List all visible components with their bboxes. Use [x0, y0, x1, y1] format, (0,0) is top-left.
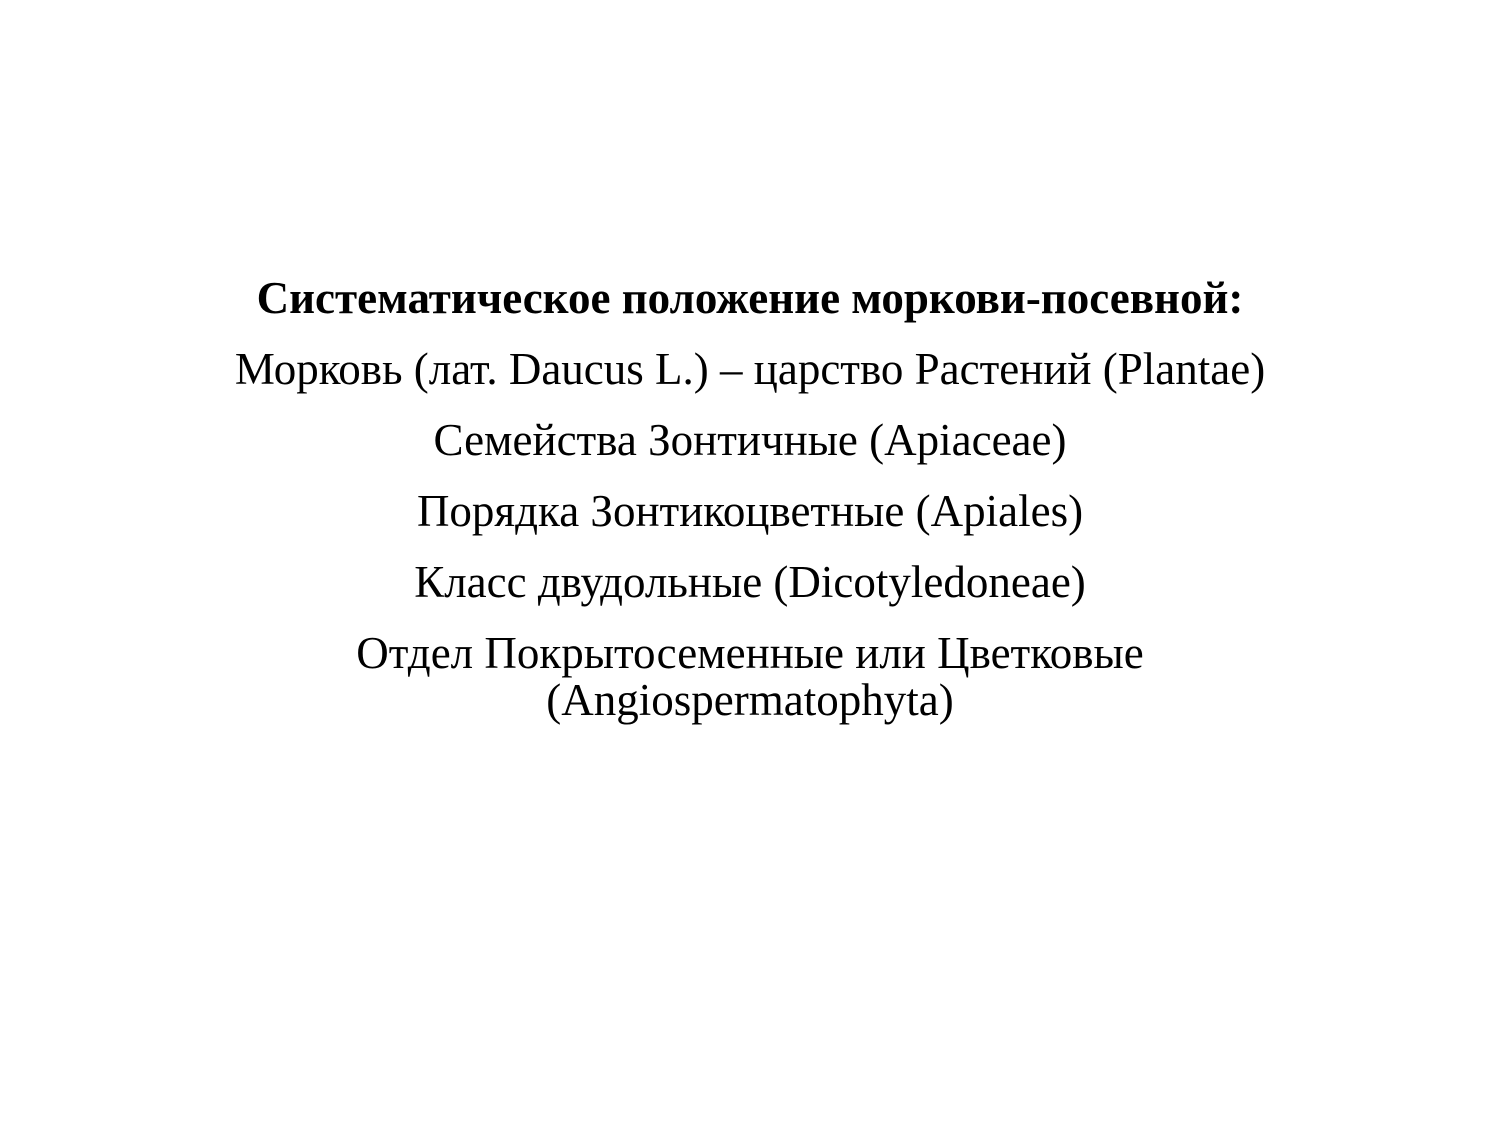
taxonomy-line-order: Порядка Зонтикоцветные (Apiales)	[416, 486, 1084, 536]
taxonomy-division-latin: (Angiospermatophyta)	[546, 675, 954, 725]
taxonomy-line-class: Класс двудольные (Dicotyledoneae)	[414, 557, 1086, 607]
taxonomy-line-kingdom: Морковь (лат. Daucus L.) – царство Растений (Plantae)	[234, 344, 1266, 394]
taxonomy-division-name: Отдел Покрытосеменные или Цветковые	[356, 628, 1144, 678]
slide-content	[150, 272, 1350, 726]
taxonomy-line-family: Семейства Зонтичные (Apiaceae)	[433, 415, 1067, 465]
slide-heading: Систематическое положение моркови-посевной:	[256, 273, 1244, 323]
taxonomy-line-division	[150, 627, 1350, 726]
